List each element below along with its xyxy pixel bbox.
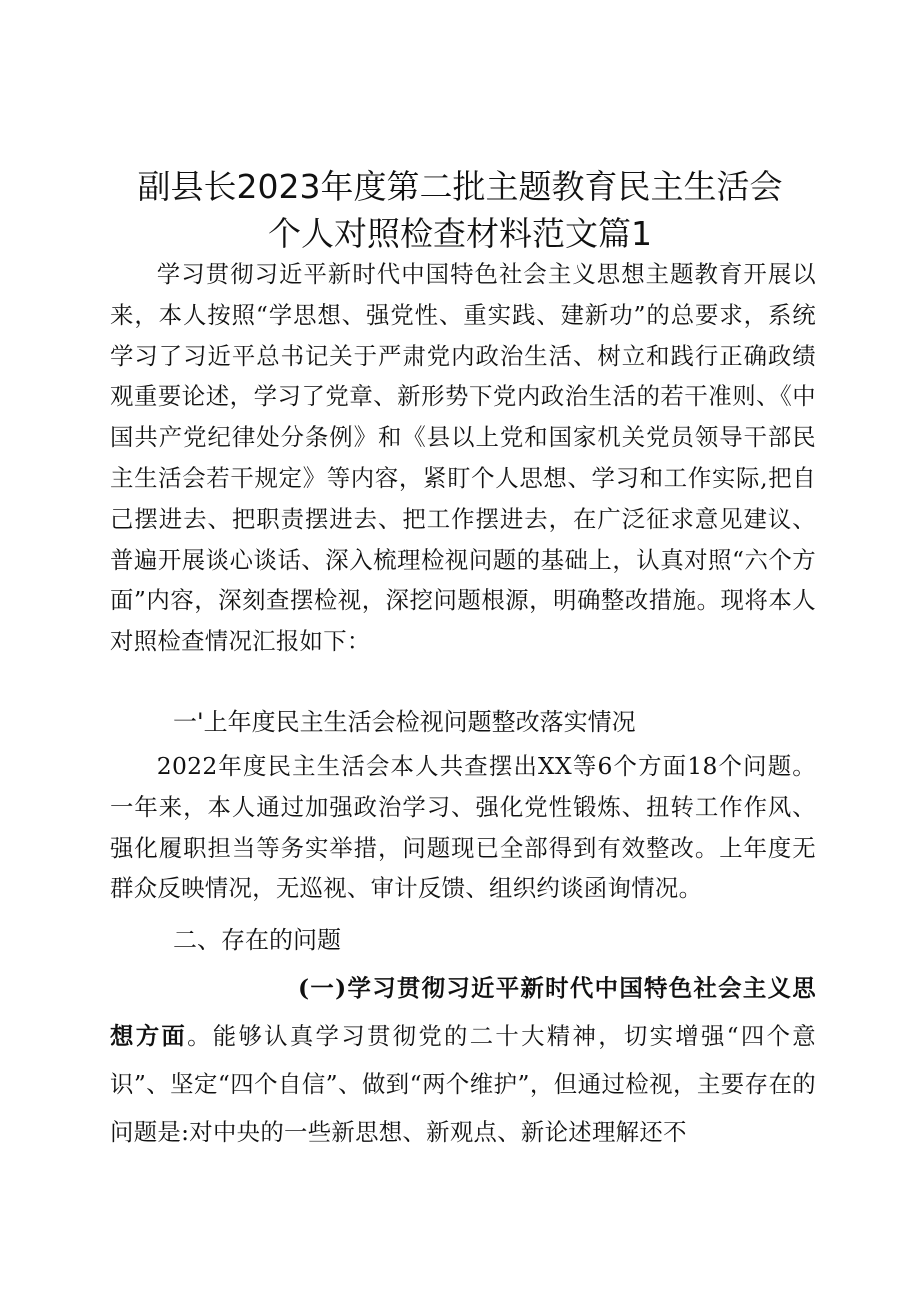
section-1-heading: 一'上年度民主生活会检视问题整改落实情况 <box>173 708 636 736</box>
subsection-1-heading: (一)学习贯彻习近平新时代中国特色社会主义思想方面 <box>110 974 816 1050</box>
document-title-line-2: 个人对照检查材料范文篇1 <box>268 214 652 253</box>
section-1-paragraph: 2022年度民主生活会本人共查摆出XX等6个方面18个问题。一年来，本人通过加强政治学习、强化党性锻炼、扭转工作作风、强化履职担当等务实举措，问题现已全部得到有效整改。上年度无群众反映情况，无巡视、审计反馈、组织约谈函询情况。 <box>110 752 816 903</box>
subsection-1-text: 。能够认真学习贯彻党的二十大精神，切实增强“四个意识”、坚定“四个自信”、做到“两个维护”，但通过检视，主要存在的问题是:对中央的一些新思想、新观点、新论述理解还不 <box>110 1022 816 1146</box>
section-2-heading: 二、存在的问题 <box>173 926 341 954</box>
document-title-line-1: 副县长2023年度第二批主题教育民主生活会 <box>137 167 783 206</box>
subsection-1-paragraph <box>110 964 816 1156</box>
intro-paragraph: 学习贯彻习近平新时代中国特色社会主义思想主题教育开展以来，本人按照“学思想、强党性、重实践、建新功”的总要求，系统学习了习近平总书记关于严肃党内政治生活、树立和践行正确政绩观重要论述，学习了党章、新形势下党内政治生活的若干准则、《中国共产党纪律处分条例》和《县以上党和国家机关党员领导干部民主生活会若干规定》等内容，紧盯个人思想、学习和工作实际,把自己摆进去、把职责摆进去、把工作摆进去，在广泛征求意见建议、普遍开展谈心谈话、深入梳理检视问题的基础上，认真对照“六个方面”内容，深刻查摆检视，深挖问题根源，明确整改措施。现将本人对照检查情况汇报如下： <box>110 260 816 656</box>
